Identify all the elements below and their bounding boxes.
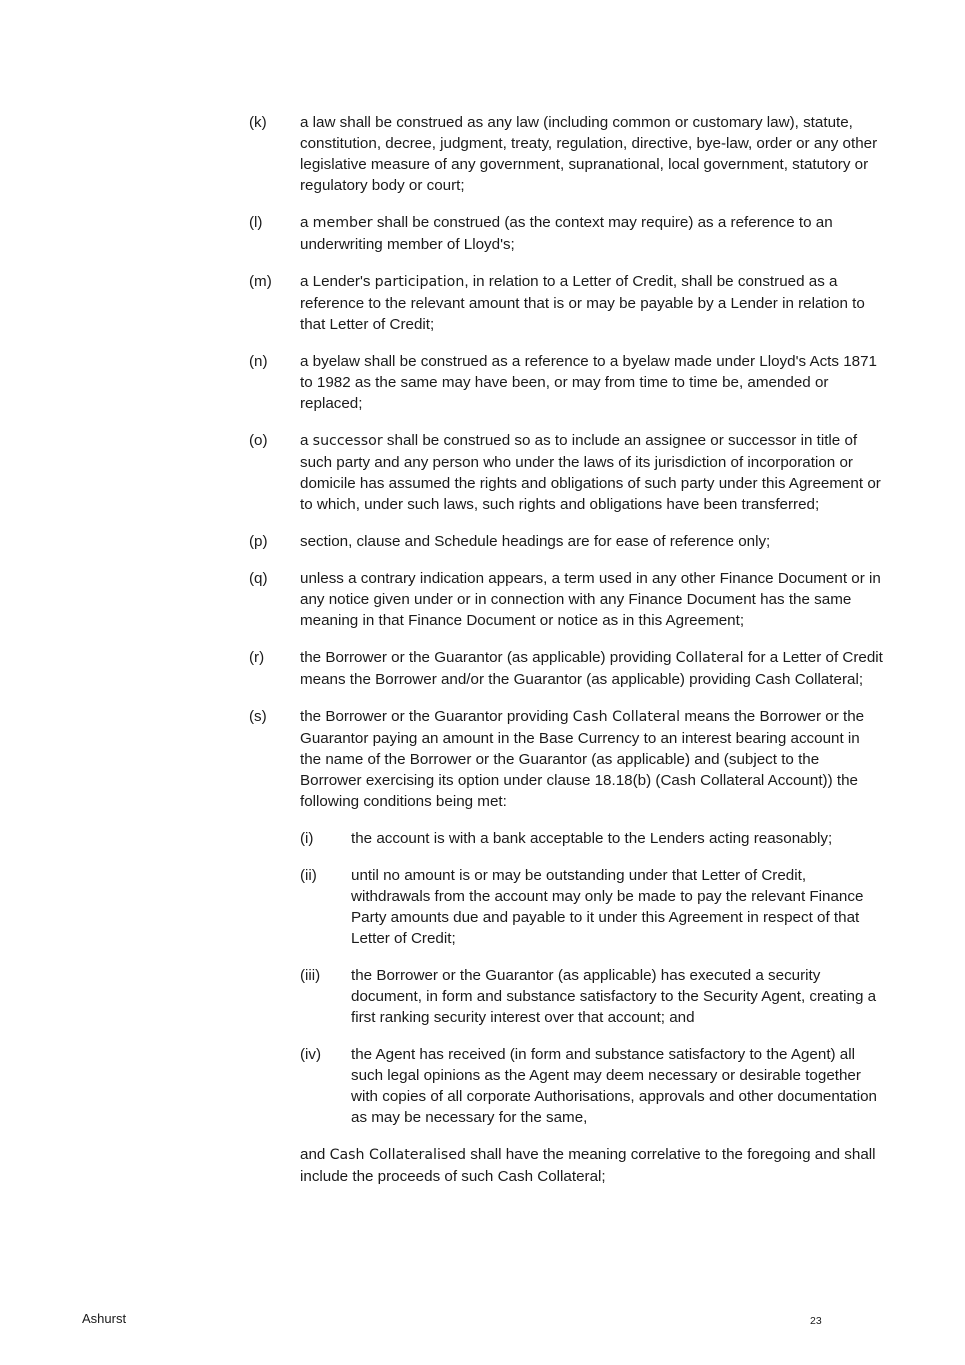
sub-clause-text: the Borrower or the Guarantor (as applicable) has executed a security document, in form and substance satisfactory to the Security Agent, creating a first ranking security interest over that account; and — [351, 967, 877, 1026]
clause-text — [300, 647, 885, 690]
clause-text-post: shall be construed so as to include an assignee or successor in title of such party and any person who under the laws of its jurisdiction of incorporation or domicile has assumed the rights and obligations of such party under this Agreement or to which, under such laws, such rights and obligations have been transferred; — [300, 432, 881, 513]
closing-paragraph — [300, 1144, 885, 1187]
footer-firm-name: Ashurst — [82, 1311, 127, 1326]
sub-clause-text: until no amount is or may be outstanding under that Letter of Credit, withdrawals from the account may only be made to pay the relevant Finance Party amounts due and payable to it under this Agreement in respect of that Letter of Credit; — [351, 867, 864, 947]
clause-item-q — [249, 568, 885, 631]
sub-clause-label: (i) — [300, 830, 314, 847]
sub-clause-label: (iii) — [300, 967, 321, 984]
clause-text-post: , in relation to a Letter of Credit, shall be construed as a reference to the relevant amount that is or may be payable by a Lender in relation to that Letter of Credit; — [300, 273, 865, 333]
clause-text-pre: section, clause and Schedule headings are for ease of reference only; — [300, 533, 771, 550]
clause-item-l — [249, 212, 885, 255]
clause-text — [300, 212, 885, 255]
sub-clause-item-iv — [300, 1044, 885, 1128]
sub-clause-text: the account is with a bank acceptable to the Lenders acting reasonably; — [351, 830, 833, 847]
clause-label: (p) — [249, 533, 268, 550]
defined-term: member — [312, 215, 373, 231]
clause-text-pre: the Borrower or the Guarantor (as applicable) providing — [300, 649, 676, 666]
document-body — [249, 112, 885, 1187]
defined-term: Cash Collateral — [572, 709, 681, 725]
defined-term: successor — [312, 433, 383, 449]
clause-text — [300, 430, 885, 515]
clause-label: (n) — [249, 353, 268, 370]
clause-text — [300, 568, 885, 631]
clause-text-post: for a Letter of Credit means the Borrower and/or the Guarantor (as applicable) providing Cash Collateral; — [300, 649, 883, 688]
clause-text-pre: a byelaw shall be construed as a reference to a byelaw made under Lloyd's Acts 1871 to 1982 as the same may have been, or may from time to time be, amended or replaced; — [300, 353, 877, 412]
clause-text-post: shall be construed (as the context may require) as a reference to an underwriting member of Lloyd's; — [300, 214, 833, 253]
clause-text — [300, 271, 885, 335]
clause-label: (r) — [249, 649, 265, 666]
clause-item-m — [249, 271, 885, 335]
closing-text-post: shall have the meaning correlative to the foregoing and shall include the proceeds of such Cash Collateral; — [300, 1146, 876, 1185]
sub-clause-item-iii — [300, 965, 885, 1028]
clause-text — [300, 531, 885, 552]
sub-clause-text: the Agent has received (in form and substance satisfactory to the Agent) all such legal opinions as the Agent may deem necessary or desirable together with copies of all corporate Authorisations, approvals and other documentation as may be necessary for the same, — [351, 1046, 877, 1126]
sub-clause-item-i — [300, 828, 885, 849]
sub-clause-list — [300, 828, 885, 1128]
closing-text-pre: and — [300, 1146, 330, 1163]
clause-text-post: means the Borrower or the Guarantor paying an amount in the Base Currency to an interest bearing account in the name of the Borrower or the Guarantor (as applicable) and (subject to the Borrower exercising its option under clause 18.18(b) (Cash Collateral Account)) the following conditions being met: — [300, 708, 865, 810]
sub-clause-label: (iv) — [300, 1046, 322, 1063]
clause-text — [300, 351, 885, 414]
clause-item-o — [249, 430, 885, 515]
clause-text — [300, 112, 885, 196]
clause-text-pre: the Borrower or the Guarantor providing — [300, 708, 573, 725]
clause-item-r — [249, 647, 885, 690]
clause-item-s — [249, 706, 885, 812]
defined-term: Cash Collateralised — [329, 1147, 467, 1163]
clause-text — [300, 706, 885, 812]
clause-label: (k) — [249, 114, 267, 131]
clause-text-pre: unless a contrary indication appears, a term used in any other Finance Document or in any notice given under or in connection with any Finance Document has the same meaning in that Finance Document or notice as in this Agreement; — [300, 570, 881, 629]
clause-label: (m) — [249, 273, 272, 290]
sub-clause-item-ii — [300, 865, 885, 949]
defined-term: Collateral — [675, 650, 744, 666]
clause-label: (o) — [249, 432, 268, 449]
clause-label: (s) — [249, 708, 267, 725]
clause-label: (q) — [249, 570, 268, 587]
clause-text-pre: a — [300, 214, 313, 231]
page-number: 23 — [810, 1315, 822, 1327]
clause-item-k — [249, 112, 885, 196]
clause-text-pre: a law shall be construed as any law (including common or customary law), statute, constitution, decree, judgment, treaty, regulation, directive, bye-law, order or any other legislative measure of any government, supranational, local government, statutory or regulatory body or court; — [300, 114, 878, 194]
clause-item-p — [249, 531, 885, 552]
clause-text-pre: a — [300, 432, 313, 449]
sub-clause-label: (ii) — [300, 867, 317, 884]
clause-item-n — [249, 351, 885, 414]
defined-term: participation — [374, 274, 465, 290]
clause-text-pre: a Lender's — [300, 273, 375, 290]
clause-label: (l) — [249, 214, 263, 231]
